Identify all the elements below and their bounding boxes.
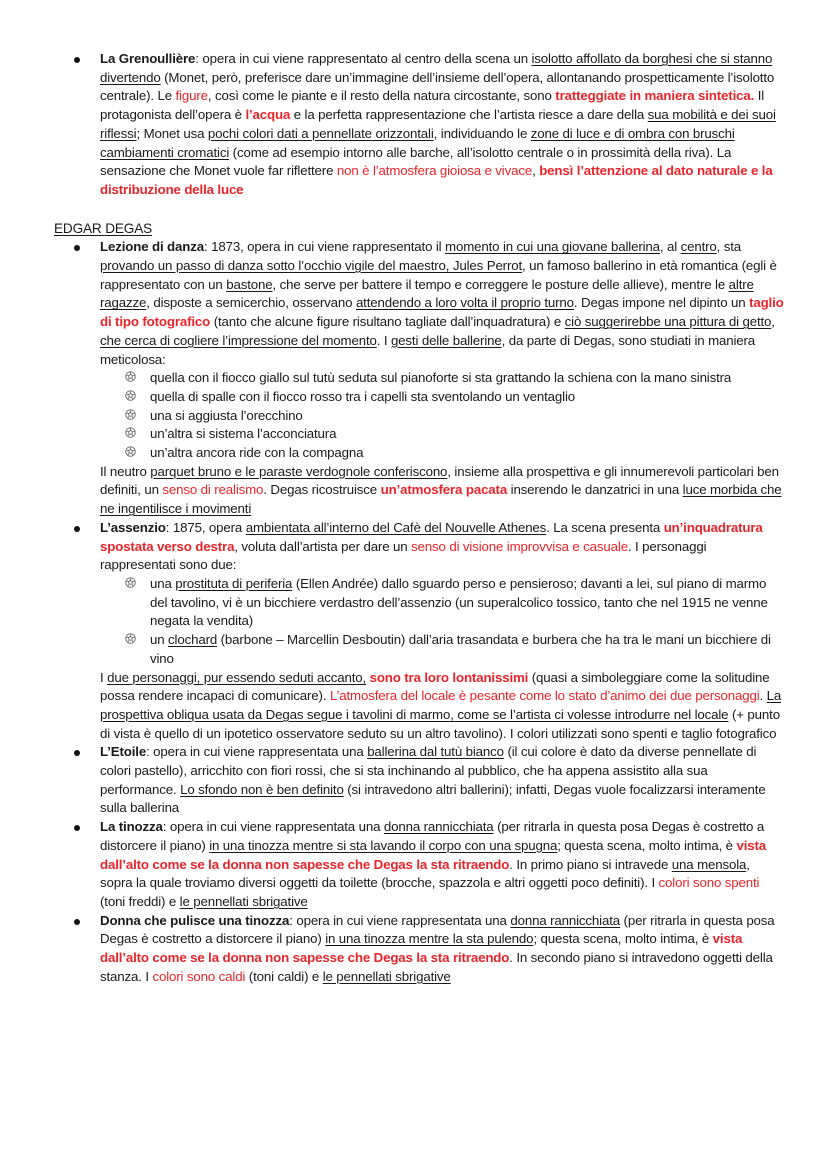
- text-run: una: [150, 575, 176, 591]
- item-follow-paragraph: [100, 463, 784, 519]
- text-run: (Ellen Andrée) dallo sguardo perso e pensieroso; davanti a lei, sul piano di marmo del tavolino, vi è un bicchiere verdastro dell’assenzio (un superalcolico tossico, tanto che nel 1915 ne venne negata la vendita): [150, 575, 768, 629]
- text-run: (toni freddi) e: [100, 893, 180, 909]
- underlined-phrase: in una tinozza mentre la sta pulendo: [325, 931, 534, 947]
- text-run: . Degas impone nel dipinto un: [573, 295, 750, 311]
- bullet-icon: [74, 57, 80, 63]
- sub-list-item: [100, 388, 784, 407]
- text-run: (barbone – Marcellin Desboutin) dall’aria trasandata e burbera che ha tra le mani un bicchiere di vino: [150, 632, 771, 666]
- emphasis-red: L’atmosfera del locale è pesante come lo stato d’animo dei due personaggi: [329, 688, 760, 704]
- text-run: . Degas ricostruisce: [263, 482, 381, 498]
- text-run: , voluta dall’artista per dare un: [234, 538, 412, 554]
- underlined-phrase: le pennellati sbrigative: [179, 893, 308, 909]
- sub-list-item: [100, 425, 784, 444]
- term-title: Donna che pulisce una tinozza: [100, 912, 290, 928]
- document-content: [54, 50, 784, 986]
- text-run: , sopra la quale troviamo diversi oggetti da toilette (brocche, spazzola e altri oggetti poco definiti). I: [100, 856, 750, 891]
- text-run: . In secondo piano si intravedono oggetti della stanza. I: [100, 950, 773, 984]
- text-run: : opera in cui viene rappresentato al centro della scena un: [195, 51, 532, 66]
- underlined-phrase: momento in cui una giovane ballerina: [445, 239, 660, 255]
- artwork-list-item: [54, 238, 784, 519]
- emphasis-bold-red: taglio di tipo fotografico: [100, 295, 784, 330]
- sub-list-item: [100, 444, 784, 463]
- emphasis-bold-red: vista dall’alto come se la donna non sapesse che Degas la sta ritraendo: [100, 931, 743, 966]
- underlined-phrase: centro: [680, 239, 717, 255]
- text-run: e la perfetta rappresentazione che l’artista riesce a dare della: [290, 107, 648, 123]
- underlined-phrase: prostituta di periferia: [175, 575, 293, 591]
- soccer-ball-bullet-icon: [125, 390, 136, 401]
- artwork-list-item: [54, 912, 784, 987]
- artwork-list-item: [54, 743, 784, 818]
- bullet-icon: [74, 825, 80, 831]
- emphasis-bold-red: vista dall’alto come se la donna non sapesse che Degas la sta ritraendo: [100, 837, 767, 872]
- sub-list-item: [100, 575, 784, 631]
- underlined-phrase: Lo sfondo non è ben definito: [180, 781, 344, 797]
- text-run: ; questa scena, molto intima, è: [557, 837, 737, 853]
- underlined-phrase: in una tinozza mentre si sta lavando il corpo con una spugna: [209, 837, 558, 853]
- underlined-phrase: clochard: [168, 632, 218, 648]
- underlined-phrase: luce morbida che ne ingentilisce i movimenti: [100, 482, 782, 517]
- emphasis-bold-red: un’inquadratura spostata verso destra: [100, 519, 763, 554]
- artwork-list-item: [54, 50, 784, 200]
- bullet-icon: [74, 526, 80, 532]
- underlined-phrase: una mensola: [671, 856, 747, 872]
- underlined-phrase: parquet bruno e le paraste verdognole conferiscono: [150, 463, 448, 479]
- text-run: , disposte a semicerchio, osservano: [146, 295, 356, 311]
- underlined-phrase: donna rannicchiata: [510, 912, 620, 928]
- text-run: , che serve per battere il tempo e correggere le posture delle allieve), mentre le: [272, 276, 729, 292]
- text-run: , sta: [716, 239, 742, 255]
- artwork-list-item: [54, 519, 784, 743]
- underlined-phrase: sua mobilità e dei suoi riflessi: [100, 107, 776, 141]
- text-run: . La scena presenta: [546, 519, 664, 535]
- underlined-phrase: che cerca di cogliere l’impressione del momento: [100, 332, 377, 348]
- text-run: , insieme alla prospettiva e gli innumerevoli particolari ben definiti, un: [100, 463, 779, 498]
- underlined-phrase: ambientata all’interno del Cafè del Nouvelle Athenes: [245, 519, 547, 535]
- underlined-phrase: donna rannicchiata: [383, 819, 494, 835]
- underlined-phrase: altre ragazze: [100, 276, 754, 311]
- item-paragraph: [100, 912, 784, 987]
- text-run: quella con il fiocco giallo sul tutù seduta sul pianoforte si sta grattando la schiena con la mano sinistra: [150, 370, 732, 386]
- emphasis-bold-red: un’atmosfera pacata: [380, 482, 508, 498]
- text-run: (come ad esempio intorno alle barche, all’isolotto centrale o in prossimità della riva). La sensazione che Monet vuole far riflettere: [100, 144, 732, 179]
- text-run: . In primo piano si intravede: [509, 856, 672, 872]
- soccer-ball-bullet-icon: [125, 427, 136, 438]
- underlined-phrase: gesti delle ballerine: [390, 332, 502, 348]
- text-run: (per ritrarla in questa posa Degas è costretto a distorcere il piano): [100, 819, 765, 853]
- emphasis-bold-red: sono tra loro lontanissimi: [369, 669, 529, 685]
- soccer-ball-bullet-icon: [125, 446, 136, 457]
- text-run: (tanto che alcune figure risultano tagliate dall’inquadratura) e: [210, 314, 565, 330]
- underlined-phrase: ciò suggerirebbe una pittura di getto: [564, 314, 772, 330]
- section-heading: EDGAR DEGAS: [54, 220, 153, 236]
- emphasis-red: senso di realismo: [162, 482, 264, 498]
- text-run: (+ punto di vista è quello di un ipotetico osservatore seduto su un altro tavolino). I colori utilizzati sono spenti e taglio fotografico: [100, 706, 780, 741]
- text-run: : 1873, opera in cui viene rappresentato il: [204, 239, 446, 255]
- underlined-phrase: provando un passo di danza sotto l’occhio vigile del maestro, Jules Perrot: [100, 258, 523, 274]
- text-run: inserendo le danzatrici in una: [507, 482, 683, 498]
- underlined-phrase: isolotto affollato da borghesi che si stanno divertendo: [100, 51, 773, 85]
- bullet-icon: [74, 750, 80, 756]
- sub-list-item: [100, 631, 784, 668]
- emphasis-red: senso di visione improvvisa e casuale: [411, 538, 628, 554]
- underlined-phrase: due personaggi, pur essendo seduti accanto,: [107, 669, 367, 685]
- soccer-ball-bullet-icon: [125, 577, 136, 588]
- emphasis-bold-red: tratteggiate in maniera sintetica.: [555, 88, 755, 104]
- underlined-phrase: zone di luce e di ombra con bruschi cambiamenti cromatici: [100, 125, 735, 160]
- text-run: quella di spalle con il fiocco rosso tra i capelli sta sventolando un ventaglio: [150, 388, 575, 404]
- text-run: , così come le piante e il resto della natura circostante, sono: [207, 88, 556, 104]
- soccer-ball-bullet-icon: [125, 409, 136, 420]
- text-run: . I: [376, 332, 391, 348]
- term-title: L’assenzio: [100, 519, 166, 535]
- text-run: un: [150, 632, 169, 648]
- term-title: La tinozza: [100, 819, 163, 835]
- underlined-phrase: le pennellati sbrigative: [322, 968, 451, 984]
- sub-list-item: [100, 369, 784, 388]
- text-run: Il protagonista dell’opera è: [100, 88, 765, 123]
- soccer-ball-bullet-icon: [125, 633, 136, 644]
- text-run: ; Monet usa: [136, 125, 208, 141]
- text-run: ,: [532, 163, 540, 179]
- emphasis-bold-red: l’acqua: [245, 107, 291, 123]
- emphasis-red: colori sono caldi: [152, 968, 246, 984]
- item-follow-paragraph: [100, 669, 784, 744]
- artwork-list-item: [54, 818, 784, 912]
- text-run: un’altra si sistema l’acconciatura: [150, 426, 337, 442]
- text-run: : opera in cui viene rappresentata una: [289, 912, 511, 928]
- text-run: ; questa scena, molto intima, è: [533, 931, 713, 947]
- item-paragraph: [100, 743, 784, 818]
- text-run: (si intravedono altri ballerini); infatti, Degas vuole focalizzarsi interamente sulla ballerina: [100, 781, 766, 816]
- underlined-phrase: attendendo a loro volta il proprio turno: [355, 295, 574, 311]
- text-run: .: [759, 688, 767, 704]
- text-run: Il neutro: [100, 463, 151, 479]
- underlined-phrase: pochi colori dati a pennellate orizzontali: [207, 125, 434, 141]
- artwork-list: [54, 50, 784, 200]
- underlined-phrase: bastone: [226, 276, 273, 292]
- text-run: , al: [659, 239, 681, 255]
- sub-list: [100, 575, 784, 669]
- item-paragraph: [100, 238, 784, 369]
- text-run: , da parte di Degas, sono studiati in maniera meticolosa:: [100, 332, 756, 367]
- emphasis-red: non è l’atmosfera gioiosa e vivace: [336, 163, 533, 179]
- text-run: una si aggiusta l’orecchino: [150, 407, 303, 423]
- text-run: (per ritrarla in questa posa Degas è costretto a distorcere il piano): [100, 912, 775, 947]
- text-run: un’altra ancora ride con la compagna: [150, 445, 364, 461]
- sub-list-item: [100, 407, 784, 426]
- text-run: : 1875, opera: [165, 519, 246, 535]
- item-paragraph: [100, 818, 784, 912]
- underlined-phrase: La prospettiva obliqua usata da Degas segue i tavolini di marmo, come se l’artista ci volesse introdurre nel locale: [100, 688, 782, 722]
- text-run: : opera in cui viene rappresentata una: [146, 744, 368, 760]
- term-title: Lezione di danza: [100, 239, 204, 255]
- text-run: (il cui colore è dato da diverse pennellate di colori pastello), arricchito con fiori rossi, che si sta inchinando al pubblico, che ha appena assistito alla sua performance.: [100, 744, 757, 797]
- emphasis-bold-red: bensì l’attenzione al dato naturale e la distribuzione della luce: [100, 163, 773, 197]
- text-run: , un famoso ballerino in età romantica (egli è rappresentato con un: [100, 258, 777, 292]
- text-run: . I personaggi rappresentati sono due:: [100, 538, 707, 573]
- artwork-list: [54, 238, 784, 986]
- text-run: : opera in cui viene rappresentata una: [162, 819, 384, 835]
- bullet-icon: [74, 245, 80, 251]
- underlined-phrase: ballerina dal tutù bianco: [367, 744, 504, 760]
- term-title: La Grenoullière: [100, 51, 196, 66]
- text-run: ,: [771, 314, 775, 330]
- text-run: (Monet, però, preferisce dare un’immagine dell’insieme dell’opera, allontanando prospetticamente l’isolotto centrale). Le: [100, 69, 775, 104]
- emphasis-red: figure: [175, 88, 208, 104]
- text-run: , individuando le: [433, 125, 531, 141]
- text-run: (quasi a simboleggiare come la solitudine possa rendere incapaci di comunicare).: [100, 669, 770, 704]
- emphasis-red: colori sono spenti: [658, 875, 760, 891]
- term-title: L’Etoile: [100, 744, 147, 760]
- item-paragraph: [100, 519, 784, 575]
- text-run: I: [100, 669, 108, 685]
- text-run: (toni caldi) e: [245, 968, 323, 984]
- item-paragraph: [100, 50, 784, 200]
- bullet-icon: [74, 919, 80, 925]
- soccer-ball-bullet-icon: [125, 371, 136, 382]
- sub-list: [100, 369, 784, 463]
